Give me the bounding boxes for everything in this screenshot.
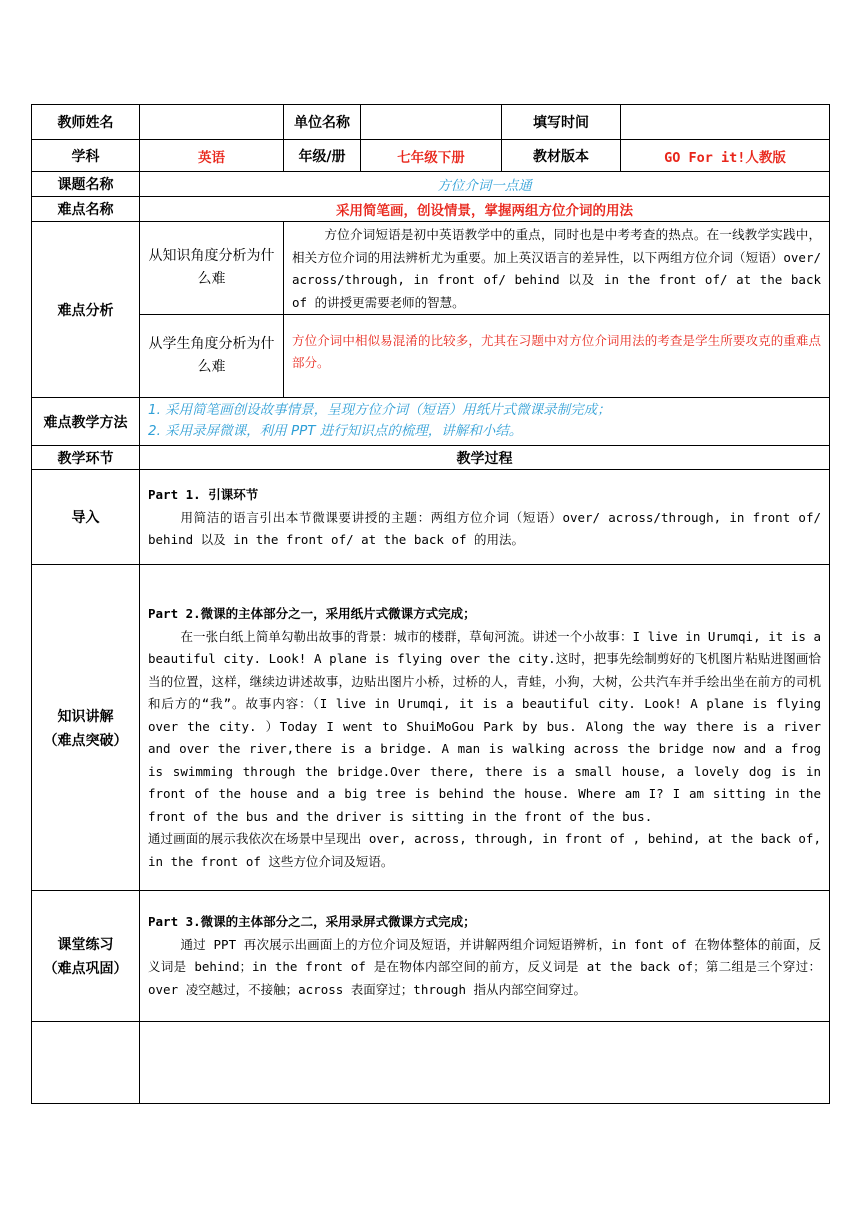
practice-label-line1: 课堂练习 — [57, 937, 114, 953]
topic-value: 方位介词一点通 — [140, 172, 830, 197]
analysis-label: 难点分析 — [32, 222, 140, 398]
textbook-value: GO For it!人教版 — [621, 140, 830, 172]
knowledge-label-cell — [32, 565, 140, 891]
row-knowledge — [32, 565, 830, 891]
practice-title: Part 3.微课的主体部分之二，采用录屏式微课方式完成； — [148, 914, 476, 929]
unit-name-label: 单位名称 — [284, 105, 361, 140]
student-angle-label: 从学生角度分析为什么难 — [140, 315, 284, 398]
textbook-label: 教材版本 — [502, 140, 621, 172]
intro-cell — [140, 470, 830, 565]
fill-date-value — [621, 105, 830, 140]
row-header-1 — [32, 105, 830, 140]
row-header-2 — [32, 140, 830, 172]
knowledge-angle-text: 方位介词短语是初中英语教学中的重点，同时也是中考考查的热点。在一线教学实践中，相关方位介词的用法辨析尤为重要。加上英汉语言的差异性，以下两组方位介词（短语）over/ across/through, in front of/ behind 以及 in the front of/ at the back of 的讲授更需要老师的智慧。 — [292, 227, 821, 310]
topic-label: 课题名称 — [32, 172, 140, 197]
knowledge-angle-cell — [284, 222, 830, 315]
knowledge-text: 在一张白纸上简单勾勒出故事的背景：城市的楼群，草甸河流。讲述一个小故事：I live in Urumqi, it is a beautiful city. Look! A plane is flying over the city.这时，把事先绘制剪好的飞机图片粘贴进图画恰当的位置，这样，继续边讲述故事，边贴出图片小桥，过桥的人，青蛙，小狗，大树，公共汽车并手绘出坐在前方的司机和后方的“我”。故事内容：（I live in Urumqi, it is a beautiful city. Look! A plane is flying over the city. ）Today I went to ShuiMoGou Park by bus. Along the way there is a river and over the river,there is a bridge. A man is walking across the bridge now and a frog is swimming through the bridge.Over there, there is a small house, a lovely dog is in front of the house and a big tree is behind the house. Where am I? I am sitting in the front of the bus and the driver is sitting in the front of the bus. — [148, 628, 821, 824]
row-empty — [32, 1022, 830, 1104]
difficulty-value: 采用简笔画，创设情景，掌握两组方位介词的用法 — [140, 197, 830, 222]
row-analysis-student — [32, 315, 830, 398]
knowledge-text-2: 通过画面的展示我依次在场景中呈现出 over, across, through, in front of , behind, at the back of, in the front of 这些方位介词及短语。 — [148, 831, 821, 869]
teacher-name-label: 教师姓名 — [32, 105, 140, 140]
subject-value: 英语 — [140, 140, 284, 172]
student-angle-text: 方位介词中相似易混淆的比较多，尤其在习题中对方位介词用法的考查是学生所要攻克的重难点部分。 — [292, 332, 821, 370]
fill-date-label: 填写时间 — [502, 105, 621, 140]
practice-label-line2: （难点巩固） — [43, 961, 128, 977]
practice-label-cell — [32, 891, 140, 1022]
method-label: 难点教学方法 — [32, 398, 140, 446]
subject-label: 学科 — [32, 140, 140, 172]
grade-label: 年级/册 — [284, 140, 361, 172]
knowledge-title: Part 2.微课的主体部分之一，采用纸片式微课方式完成； — [148, 606, 476, 621]
knowledge-angle-label: 从知识角度分析为什么难 — [140, 222, 284, 315]
row-process-header — [32, 446, 830, 470]
method-item-2: 2. 采用录屏微课，利用 PPT 进行知识点的梳理，讲解和小结。 — [148, 423, 523, 439]
intro-label: 导入 — [32, 470, 140, 565]
process-header-label: 教学过程 — [140, 446, 830, 470]
row-method — [32, 398, 830, 446]
method-item-1: 1. 采用简笔画创设故事情景，呈现方位介词（短语）用纸片式微课录制完成； — [148, 402, 611, 418]
grade-value: 七年级下册 — [361, 140, 502, 172]
unit-name-value — [361, 105, 502, 140]
practice-cell — [140, 891, 830, 1022]
knowledge-cell — [140, 565, 830, 891]
knowledge-label-line2: （难点突破） — [43, 732, 128, 749]
empty-label-cell — [32, 1022, 140, 1104]
row-intro — [32, 470, 830, 565]
stage-header-label: 教学环节 — [32, 446, 140, 470]
lesson-design-table — [31, 104, 830, 1104]
row-difficulty — [32, 197, 830, 222]
method-cell — [140, 398, 830, 446]
row-practice — [32, 891, 830, 1022]
knowledge-label-line1: 知识讲解 — [57, 708, 114, 725]
student-angle-cell — [284, 315, 830, 398]
difficulty-label: 难点名称 — [32, 197, 140, 222]
row-analysis-knowledge — [32, 222, 830, 315]
empty-content-cell — [140, 1022, 830, 1104]
row-topic — [32, 172, 830, 197]
teacher-name-value — [140, 105, 284, 140]
intro-title: Part 1. 引课环节 — [148, 487, 259, 502]
practice-text: 通过 PPT 再次展示出画面上的方位介词及短语，并讲解两组介词短语辨析，in font of 在物体整体的前面，反义词是 behind；in the front of 是在物体内部空间的前方，反义词是 at the back of；第二组是三个穿过：over 凌空越过，不接触；across 表面穿过；through 指从内部空间穿过。 — [148, 936, 821, 997]
intro-text: 用简洁的语言引出本节微课要讲授的主题：两组方位介词（短语）over/ across/through, in front of/ behind 以及 in the front of/ at the back of 的用法。 — [148, 509, 821, 547]
